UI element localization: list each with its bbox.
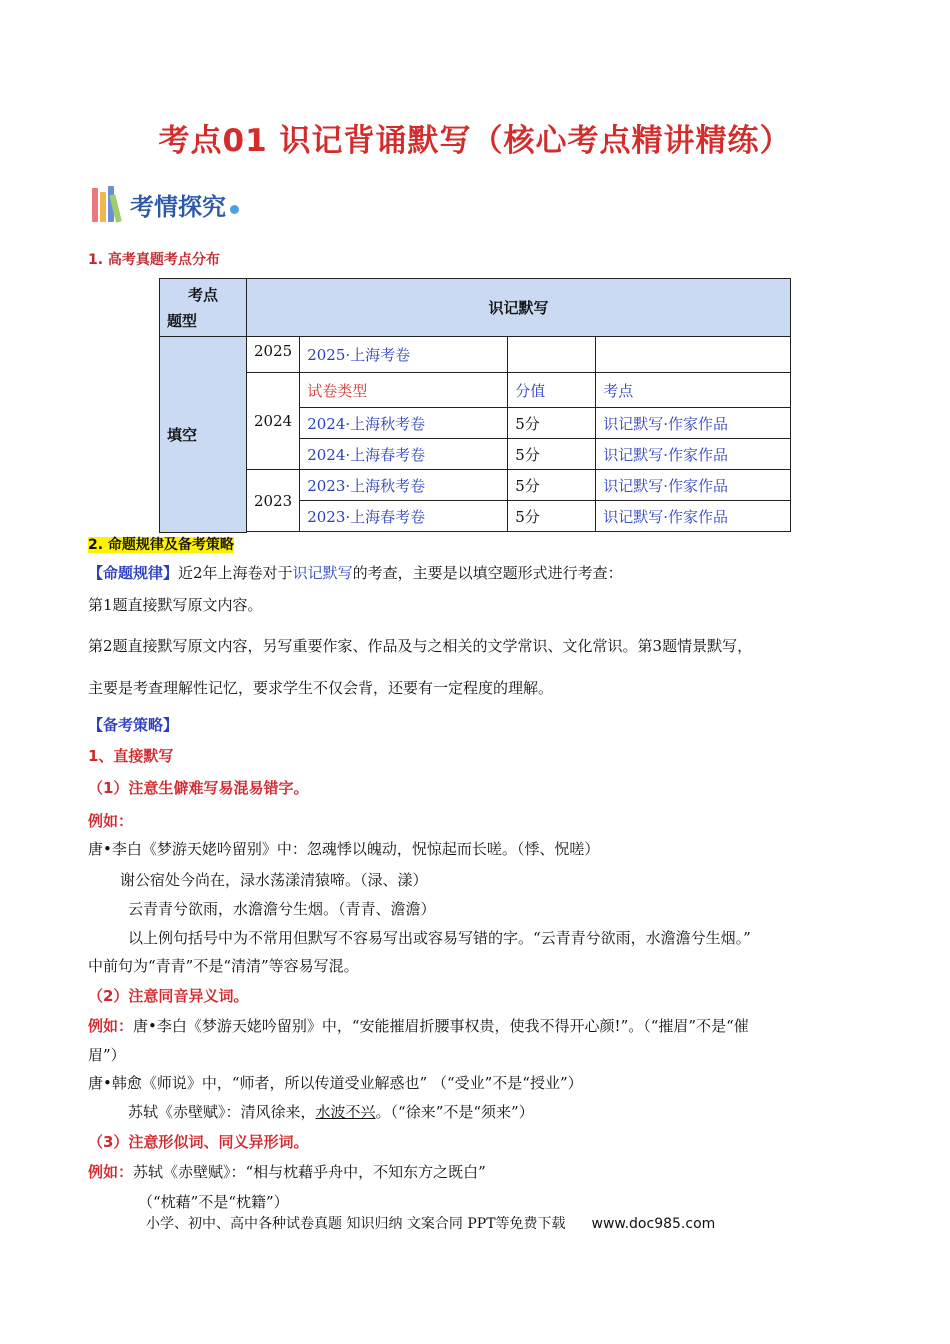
table-corner-header: 考点 题型 [160,279,247,337]
paper-cell: 2023·上海春考卷 [300,501,508,532]
point-cell: 识记默写·作家作品 [596,439,791,470]
point-cell: 识记默写·作家作品 [596,470,791,501]
year-cell: 2024 [247,373,300,470]
example-line: 谢公宿处今尚在，渌水荡漾清猿啼。（渌、漾） [120,871,428,889]
point-cell: 识记默写·作家作品 [596,501,791,532]
col-head-paper: 试卷类型 [300,373,508,408]
question-type-cell: 填空 [160,337,247,533]
score-cell: 5分 [508,501,596,532]
example-line: 唐•李白《梦游天姥吟留别》中：忽魂悸以魄动，怳惊起而长嗟。（悸、怳嗟） [88,840,600,858]
section-heading-1: 1. 高考真题考点分布 [88,252,220,268]
example-line: 中前句为“青青”不是“清清”等容易写混。 [88,957,359,975]
example-line: 苏轼《赤壁赋》：清风徐来，水波不兴。（“徐来”不是“须来”） [128,1103,534,1121]
distribution-table [159,278,791,533]
books-icon [92,186,122,222]
example-line: 例如：唐•李白《梦游天姥吟留别》中，“安能摧眉折腰事权贵，使我不得开心颜!”。（“摧眉”不是“催 [88,1017,749,1035]
section-badge [92,184,239,224]
subheading: 1、直接默写 [88,747,174,765]
year-cell: 2025 [247,337,300,373]
col-head-score: 分值 [508,373,596,408]
paragraph: 主要是考查理解性记忆，要求学生不仅会背，还要有一定程度的理解。 [88,679,554,697]
paper-cell: 2023·上海秋考卷 [300,470,508,501]
point-cell: 识记默写·作家作品 [596,408,791,439]
subheading: （2）注意同音异义词。 [88,987,249,1005]
year-cell: 2023 [247,470,300,532]
score-cell: 5分 [508,408,596,439]
page-title: 考点01 识记背诵默写（核心考点精讲精练） [158,123,792,159]
paragraph: 第1题直接默写原文内容。 [88,596,263,614]
example-line: 例如：苏轼《赤壁赋》：“相与枕藉乎舟中，不知东方之既白” [88,1163,486,1181]
paragraph: 第2题直接默写原文内容，另写重要作家、作品及与之相关的文学常识、文化常识。第3题情景默写， [88,637,753,655]
badge-text: 考情探究 [130,192,226,221]
example-line: （“枕藉”不是“枕籍”） [138,1193,289,1211]
example-line: 云青青兮欲雨，水澹澹兮生烟。（青青、澹澹） [128,900,436,918]
footer-link[interactable]: www.doc985.com [591,1216,716,1232]
subheading: （3）注意形似词、同义异形词。 [88,1133,309,1151]
paper-cell: 2024·上海春考卷 [300,439,508,470]
subheading: （1）注意生僻难写易混易错字。 [88,779,309,797]
dot-icon [230,205,239,214]
example-label: 例如： [88,812,134,830]
section-heading-2: 2. 命题规律及备考策略 [88,537,234,553]
col-head-point: 考点 [596,373,791,408]
paper-cell: 2025·上海考卷 [300,337,508,373]
example-line: 唐•韩愈《师说》中，“师者，所以传道受业解惑也” （“受业”不是“授业”） [88,1074,583,1092]
score-cell: 5分 [508,470,596,501]
score-cell: 5分 [508,439,596,470]
rule-paragraph: 【命题规律】近2年上海卷对于识记默写的考查，主要是以填空题形式进行考查： [88,564,623,582]
paper-cell: 2024·上海秋考卷 [300,408,508,439]
table-main-header: 识记默写 [247,279,791,337]
page-footer: 小学、初中、高中各种试卷真题 知识归纳 文案合同 PPT等免费下载 www.doc985.com [146,1216,716,1232]
example-line: 眉”） [88,1046,126,1064]
example-line: 以上例句括号中为不常用但默写不容易写出或容易写错的字。“云青青兮欲雨，水澹澹兮生烟。” [128,929,751,947]
strategy-heading: 【备考策略】 [88,716,179,734]
